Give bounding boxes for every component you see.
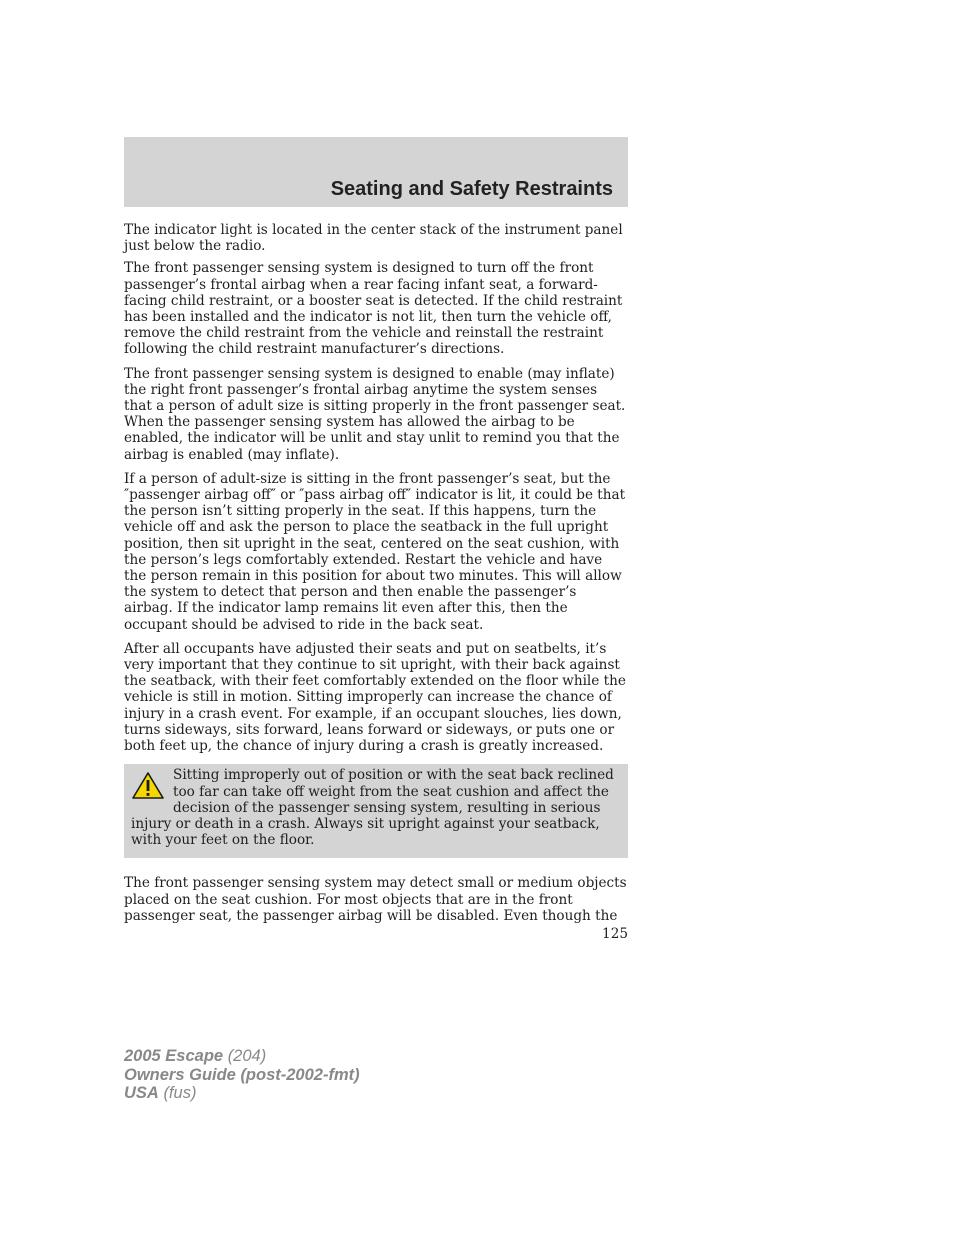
paragraph-sensing-enable: The front passenger sensing system is designed to enable (may inflate) the right front passenger’s frontal airbag anytime the system senses that a person of adult size is sitting properly in the front passenger seat. When the passenger sensing system has allowed the airbag to be enabled, the indicator will be unlit and stay unlit to remind you that the airbag is enabled (may inflate). [124, 365, 626, 463]
warning-triangle-icon [131, 771, 165, 800]
warning-text: Sitting improperly out of position or with the seat back reclined too far can take off weight from the seat cushion and affect the decision of the passenger sensing system, resulting in serious injury or death in a crash. Always sit upright against your seatback, with your feet on the floor. [131, 767, 614, 849]
paragraph-sensing-turn-off: The front passenger sensing system is designed to turn off the front passenger’s frontal airbag when a rear facing infant seat, a forward-facing child restraint, or a booster seat is detected. If the child restraint has been installed and the indicator is not lit, then turn the vehicle off, remove the child restraint from the vehicle and reinstall the restraint following the child restraint manufacturer’s directions. [124, 260, 623, 358]
footer-market: USA [124, 1084, 159, 1102]
document-footer [124, 1047, 360, 1103]
paragraph-indicator-location: The indicator light is located in the center stack of the instrument panel just below the radio. [124, 222, 623, 255]
footer-model: 2005 Escape [124, 1047, 224, 1065]
footer-line-1 [124, 1047, 360, 1066]
footer-guide: Owners Guide (post-2002-fmt) [124, 1065, 360, 1084]
section-header [124, 137, 628, 207]
paragraph-small-objects: The front passenger sensing system may detect small or medium objects placed on the seat cushion. For most objects that are in the front passenger seat, the passenger airbag will be disabled. Even though the [124, 875, 627, 924]
footer-line-2 [124, 1066, 360, 1085]
paragraph-adult-size: If a person of adult-size is sitting in the front passenger’s seat, but the ″passenger airbag off″ or ″pass airbag off″ indicator is lit, it could be that the person isn’t sitting properly in the seat. If this happens, turn the vehicle off and ask the person to place the seatback in the full upright position, then sit upright in the seat, centered on the seat cushion, with the person’s legs comfortably extended. Restart the vehicle and have the person remain in this position for about two minutes. This will allow the system to detect that person and then enable the passenger’s airbag. If the indicator lamp remains lit even after this, then the occupant should be advised to ride in the back seat. [124, 470, 626, 633]
paragraph-occupants-upright: After all occupants have adjusted their seats and put on seatbelts, it’s very important that they continue to sit upright, with their back against the seatback, with their feet comfortably extended on the floor while the vehicle is still in motion. Sitting improperly can increase the chance of injury in a crash event. For example, if an occupant slouches, lies down, turns sideways, sits forward, leans forward or sideways, or puts one or both feet up, the chance of injury during a crash is greatly increased. [124, 640, 626, 755]
section-title: Seating and Safety Restraints [330, 178, 613, 200]
footer-market-code: (fus) [163, 1084, 197, 1102]
body-text [124, 222, 628, 930]
page-number: 125 [602, 926, 628, 942]
footer-model-code: (204) [227, 1047, 267, 1065]
footer-line-3 [124, 1084, 360, 1103]
warning-box [124, 764, 628, 858]
